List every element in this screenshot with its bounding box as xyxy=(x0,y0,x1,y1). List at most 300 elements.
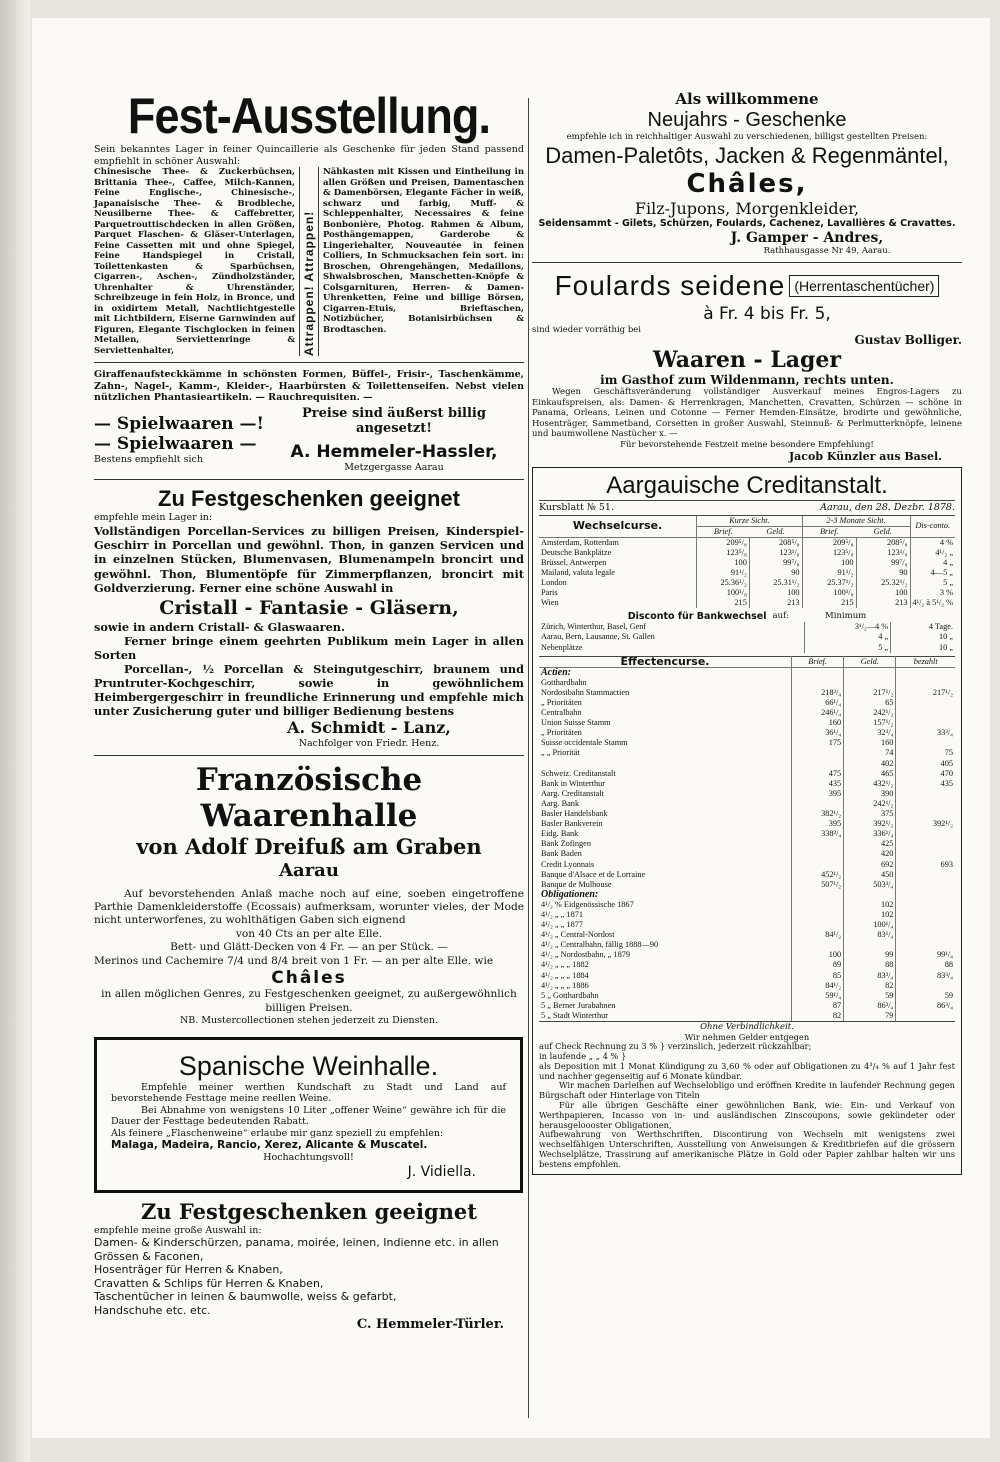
wechsel-row xyxy=(539,568,955,578)
obligation-row-value xyxy=(896,1011,955,1021)
obligation-row-value: 99 xyxy=(844,950,896,960)
neujahr-l6: Filz-Jupons, Morgenkleider, xyxy=(634,198,860,218)
effekten-row-value: 218³/₄ xyxy=(792,688,844,698)
effekten-row-value: 503³/₄ xyxy=(844,880,896,890)
festgeschenken2-l6: Handschuhe etc. etc. xyxy=(94,1303,211,1317)
effekten-row xyxy=(539,829,955,839)
effekten-row-value xyxy=(844,678,896,688)
wechsel-row-value: 4 „ xyxy=(910,558,955,568)
effekten-row-value: 435 xyxy=(896,779,955,789)
effekten-row-value xyxy=(896,880,955,890)
effekten-row-value: 425 xyxy=(844,839,896,849)
obligationen-rows xyxy=(539,900,955,1021)
obligation-row xyxy=(539,1011,955,1021)
wechsel-row-label: Wien xyxy=(541,598,559,608)
effekten-row-value: 32³/₄ xyxy=(844,728,896,738)
effekten-row-value: 390 xyxy=(844,789,896,799)
effekten-row-value: 36¹/₄ xyxy=(792,728,844,738)
wechsel-row-value: 25.32¹/₂ xyxy=(856,578,910,588)
effekten-row-value: 242¹/₂ xyxy=(844,708,896,718)
left-column xyxy=(94,18,524,1332)
obligation-row-label: 4¹/₂ „ „ 1871 xyxy=(541,909,584,919)
neujahr-l4: Damen-Paletôts, Jacken & Regenmäntel, xyxy=(545,142,949,168)
effekten-row-value: 338³/₄ xyxy=(792,829,844,839)
wechsel-row xyxy=(539,548,955,558)
effekten-row xyxy=(539,839,955,849)
effekten-row-value xyxy=(896,708,955,718)
wechsel-row-label: London xyxy=(541,578,567,588)
disconto-auf: auf: xyxy=(772,611,790,622)
effekten-row-value xyxy=(896,839,955,849)
wechsel-row-value: 4—5 „ xyxy=(910,568,955,578)
wechsel-row-value: 213 xyxy=(749,598,802,608)
obligation-row xyxy=(539,991,955,1001)
obligation-row-value: 79 xyxy=(844,1011,896,1021)
waarenhalle-title: Französische Waarenhalle xyxy=(195,762,423,835)
foulards-l1: sind wieder vorräthig bei xyxy=(532,325,642,335)
obligation-row-value: 84¹/₂ xyxy=(792,930,844,940)
obligation-row-label: 5 „ Stadt Winterthur xyxy=(541,1010,609,1020)
effekten-row-value xyxy=(792,860,844,870)
obligation-row-value xyxy=(792,920,844,930)
credit-t1: Wir nehmen Gelder entgegen xyxy=(684,1031,810,1042)
obligation-row-value: 83³/₄ xyxy=(844,971,896,981)
foulards-title: Foulards seidene xyxy=(554,270,786,301)
obligation-row-value xyxy=(896,981,955,991)
effekten-row xyxy=(539,718,955,728)
obligation-row-label: 4¹/₂ „ Centralbahn, fällig 1888—90 xyxy=(541,940,659,950)
obligation-row-value xyxy=(896,920,955,930)
effekten-row-value: 432¹/₂ xyxy=(844,779,896,789)
scan-edge xyxy=(0,0,30,1462)
wechsel-row-value: 100 xyxy=(749,588,802,598)
neujahr-l1: Als willkommene xyxy=(675,90,819,108)
neujahr-l2: Neujahrs - Geschenke xyxy=(647,109,847,131)
effekten-row xyxy=(539,819,955,829)
actien-label: Actien: xyxy=(541,667,571,678)
obligation-row-value xyxy=(792,900,844,910)
credit-t5: Wir machen Darleihen auf Wechselobligo und eröffnen Kredite in laufender Rechnung gegen Bürgschaft oder Hinterlage von Titeln xyxy=(539,1080,955,1101)
effekten-row xyxy=(539,688,955,698)
effekten-row-value: 75 xyxy=(896,748,955,758)
wechsel-row-label: Brüssel, Antwerpen xyxy=(541,557,607,567)
festgeschenken2-title: Zu Festgeschenken geeignet xyxy=(141,1198,477,1224)
obligation-row-value: 102 xyxy=(844,900,896,910)
wechsel-row-value: 123⁵/₈ xyxy=(697,548,750,558)
obligation-row-value: 59 xyxy=(896,991,955,1001)
effekten-row-label: Basler Handelsbank xyxy=(541,809,608,819)
obligation-row-value xyxy=(896,940,955,950)
credit-t3: in laufende „ „ 4 % } xyxy=(539,1051,627,1062)
disconto-row xyxy=(539,643,955,653)
obligation-row-value: 99¹/₄ xyxy=(896,950,955,960)
effekten-row xyxy=(539,870,955,880)
effekten-row-label: Credit Lyonnais xyxy=(541,859,595,869)
obligation-row-value xyxy=(792,940,844,950)
effekten-row-value xyxy=(896,789,955,799)
obligation-row-value: 84¹/₂ xyxy=(792,981,844,991)
weinhalle-p1: Empfehle meiner werthen Kundschaft zu Stadt und Land auf bevorstehende Festtage meine reellen Weine. xyxy=(111,1081,506,1105)
effekten-row-value xyxy=(792,799,844,809)
fest-intro: Sein bekanntes Lager in feiner Quincaillerie als Geschenke für jeden Stand passend empfiehlt in schöner Auswahl: xyxy=(94,144,524,167)
effekten-row-value: 395 xyxy=(792,789,844,799)
wechsel-row-label: Mailand, valuta legale xyxy=(541,567,615,577)
wechsel-rows xyxy=(539,537,955,608)
disconto-rows xyxy=(539,622,955,652)
effekten-row-value xyxy=(896,849,955,859)
effekten-row-value: 175 xyxy=(792,738,844,748)
wechsel-row xyxy=(539,558,955,568)
obligation-row xyxy=(539,981,955,991)
wechsel-row-value: 208⁵/₈ xyxy=(749,537,802,548)
column-divider xyxy=(528,98,529,1418)
effekten-row-value: 217¹/₂ xyxy=(896,688,955,698)
obligation-row xyxy=(539,971,955,981)
obligation-row-value: 102 xyxy=(844,910,896,920)
gustav-bolliger: Gustav Bolliger. xyxy=(854,333,962,347)
festgeschenken2-l5: Taschentücher in leinen & baumwolle, weiss & gefarbt, xyxy=(94,1290,397,1304)
h-monate-sicht: 2-3 Monate Sicht. xyxy=(802,516,910,527)
wechsel-row-value: 100 xyxy=(697,558,750,568)
disconto-row-value: 4 Tage. xyxy=(891,622,955,632)
obligation-row-value: 86³/₄ xyxy=(844,1001,896,1011)
effekten-row-value: 450 xyxy=(844,870,896,880)
effekten-row-value xyxy=(896,738,955,748)
creditanstalt-ad xyxy=(532,467,962,1175)
foulards-ad xyxy=(532,269,962,347)
obligation-row-value: 87 xyxy=(792,1001,844,1011)
disconto-row-value: 3¹/₂—4 % xyxy=(805,622,891,632)
effekten-row-value: 402 xyxy=(844,759,896,769)
waarenhalle-p2: Bett- und Glätt-Decken von 4 Fr. — an per Stück. — xyxy=(170,941,448,954)
hemmeler-hassler: A. Hemmeler-Hassler, xyxy=(290,441,498,462)
effekten-row-label: Basler Bankverein xyxy=(541,819,603,829)
obligation-row-label: 4¹/₂ % Eidgenössische 1867 xyxy=(541,899,634,909)
schmidt-lanz-successor: Nachfolger von Friedr. Henz. xyxy=(298,737,440,749)
waarenhalle-ad xyxy=(94,762,524,1027)
obligation-row xyxy=(539,920,955,930)
effekten-row-value: 65 xyxy=(844,698,896,708)
cristall-heading: Cristall - Fantasie - Gläsern, xyxy=(159,596,459,619)
effekten-row xyxy=(539,748,955,758)
gamper-andres: J. Gamper - Andres, xyxy=(730,229,884,246)
disconto-row-label: Zürich, Winterthur, Basel, Genf xyxy=(541,622,647,632)
effekten-row-label: Schweiz. Creditanstalt xyxy=(541,768,616,778)
effekten-row xyxy=(539,799,955,809)
attrappen-vertical: Attrappen! Attrappen! xyxy=(299,167,319,356)
wechsel-row-value: 5 „ xyxy=(910,578,955,588)
obligation-row-label: 4¹/₂ „ „ „ 1886 xyxy=(541,980,589,990)
wechsel-row-value: 91¹/₂ xyxy=(802,568,856,578)
h-brief: Brief. xyxy=(697,526,750,537)
wechsel-row-value: 90 xyxy=(749,568,802,578)
effekten-row-value xyxy=(792,678,844,688)
effekten-row-label: „ Prioritäten xyxy=(541,698,582,707)
effekten-row-label: Bank in Winterthur xyxy=(541,778,606,788)
disconto-row-value: 5 „ xyxy=(805,643,891,653)
waarenhalle-p3: Merinos und Cachemire 7/4 und 8/4 breit von 1 Fr. — an per alte Elle. wie xyxy=(94,954,494,967)
weinhalle-regards: Hochachtungsvoll! xyxy=(263,1152,354,1164)
weinhalle-firm: J. Vidiella. xyxy=(407,1163,476,1180)
wechsel-row-value: 100 xyxy=(856,588,910,598)
wechsel-row xyxy=(539,578,955,588)
effekten-row xyxy=(539,779,955,789)
disconto-row-value: 4 „ xyxy=(805,632,891,642)
effekten-row-value: 246¹/₄ xyxy=(792,708,844,718)
disconto-minimum: Minimum xyxy=(825,611,867,622)
obligation-row-value: 83³/₄ xyxy=(896,971,955,981)
obligation-row xyxy=(539,940,955,950)
waarenlager-ad xyxy=(532,347,962,463)
wechsel-row-value: 3 % xyxy=(910,588,955,598)
credit-title: Aargauische Creditanstalt. xyxy=(606,472,888,499)
effekten-row-label xyxy=(539,759,792,769)
effekten-row-value: 242¹/₂ xyxy=(844,799,896,809)
wechsel-row-value: 100¹/₈ xyxy=(697,588,750,598)
effekten-row-value: 160 xyxy=(792,718,844,728)
foulards-price: à Fr. 4 bis Fr. 5, xyxy=(703,304,831,324)
disconto-title: Disconto für Bankwechsel xyxy=(627,611,767,623)
waarenlager-body: Wegen Geschäftsveränderung vollständiger Ausverkauf meines Engros-Lagers zu Einkaufspreisen, als: Damen- & Herrenkragen, Manchetten, Cravatten, Schürzen — schöne in Panama, Orleans, Leinen und Cotonne — Ferner Hemden-Einsätze, brodirte und gewöhnliche, Hosenträger, Sammetband, Corsetten in großer Auswahl, Steinnuß- & Perlmutterknöpfe, leinene und baumwollene Nastücher x. — xyxy=(532,387,962,439)
effekten-row-label: „ Prioritäten xyxy=(541,728,582,738)
disconto-row-label: Nebenplätze xyxy=(541,642,583,652)
wechsel-row-value: 215 xyxy=(802,598,856,608)
obligation-row-value: 100¹/₄ xyxy=(844,920,896,930)
wechsel-row-value: 25.31¹/₂ xyxy=(749,578,802,588)
effekten-row-value: 336¹/₄ xyxy=(844,829,896,839)
festgeschenken-title: Zu Festgeschenken geeignet xyxy=(158,486,460,511)
festgeschenken-ad-2 xyxy=(94,1199,524,1333)
obligation-row-value: 82 xyxy=(844,981,896,991)
wechsel-row-value: 25.36¹/₂ xyxy=(697,578,750,588)
obligation-row-value xyxy=(792,910,844,920)
effekten-row xyxy=(539,789,955,799)
wechsel-row-value: 123¹/₈ xyxy=(856,548,910,558)
obligation-row-label: 4¹/₂ „ Nordostbahn, „ 1879 xyxy=(541,950,631,960)
obligation-row-value xyxy=(896,930,955,940)
effekten-row-label: Bank Baden xyxy=(541,849,582,859)
wechsel-row xyxy=(539,537,955,548)
waarenhalle-chales: Châles xyxy=(271,968,347,989)
waarenlager-sub: im Gasthof zum Wildenmann, rechts unten. xyxy=(600,373,894,387)
effekten-row-value: 405 xyxy=(896,759,955,769)
newspaper-page xyxy=(32,18,990,1438)
preise-billig: Preise sind äußerst billig angesetzt! xyxy=(302,405,486,436)
wechsel-row-value: 91¹/₂ xyxy=(697,568,750,578)
wechsel-row-value: 213 xyxy=(856,598,910,608)
fest-title: Fest-Ausstellung. xyxy=(127,88,491,144)
kursblatt-number: Kursblatt № 51. xyxy=(539,502,614,513)
section-divider xyxy=(94,755,524,756)
credit-t6: Für alle übrigen Geschäfte einer gewöhnlichen Bank, wie: Ein- und Verkauf von Werthpapieren, Incasso von in- und ausländischen Zinscoupons, sowie gekündeter oder herausgeloooster Obligationen, xyxy=(539,1100,955,1130)
effekten-row-value: 692 xyxy=(844,860,896,870)
spielwaaren-1: — Spielwaaren —! xyxy=(94,413,264,434)
festgeschenken-ad-1 xyxy=(94,486,524,749)
fest-ausstellung-ad xyxy=(94,18,524,473)
weinhalle-wines: Malaga, Madeira, Rancio, Xerez, Alicante & Muscatel. xyxy=(111,1139,428,1152)
effekten-row-value: 420 xyxy=(844,849,896,859)
effekten-row-value: 33³/₄ xyxy=(896,728,955,738)
gamper-address: Rathhausgasse Nr 49, Aarau. xyxy=(763,245,891,256)
effekten-row-label: „ „ Priorität xyxy=(541,748,580,758)
effekten-row-label: Aarg. Creditanstalt xyxy=(541,788,604,798)
kursblatt-date: Aarau, den 28. Dezbr. 1878. xyxy=(820,502,955,513)
festgeschenken2-l2: Damen- & Kinderschürzen, panama, moirée, leinen, Indienne etc. in allen Grössen & Faconen, xyxy=(94,1236,499,1263)
effekten-row-value: 470 xyxy=(896,769,955,779)
disconto-row-value: 10 „ xyxy=(891,632,955,642)
obligation-row-label: 4¹/₂ „ „ „ 1884 xyxy=(541,970,589,980)
wechsel-row-value: 25.37¹/₂ xyxy=(802,578,856,588)
credit-t2: auf Check Rechnung zu 3 % } verzinslich, jederzeit rückzahlbar; xyxy=(539,1041,812,1052)
schmidt-lanz: A. Schmidt - Lanz, xyxy=(287,717,451,737)
effekten-row-value: 693 xyxy=(896,860,955,870)
fest-lists xyxy=(94,167,524,356)
festgeschenken2-l4: Cravatten & Schlips für Herren & Knaben, xyxy=(94,1276,324,1290)
waarenlager-p2: Für bevorstehende Festzeit meine besondere Empfehlung! xyxy=(620,439,874,450)
effekten-row-value: 392¹/₂ xyxy=(896,819,955,829)
obligation-row-value: 82 xyxy=(792,1011,844,1021)
wechsel-row-value: 215 xyxy=(697,598,750,608)
obligation-row-value: 100 xyxy=(792,950,844,960)
effekten-row-value: 395 xyxy=(792,819,844,829)
fest-right-items: Nähkasten mit Kissen und Eintheilung in allen Größen und Preisen, Damentaschen & Damenbörsen, Elegante Fächer in weiß, schwarz und farbig, Muff- & Schleppenhalter, Necessaires & feine Bonbonière, Photog. Rahmen & Album, Posthängemappen, Garderobe & Lingeriehalter, Nouveautée in feinen Colliers, In Schmucksachen fein sort. in: Broschen, Ohrengehängen, Medaillons, Shwalsbroschen, Manschetten-Knöpfe & Colsgarnituren, Herren- & Damen-Uhrenketten, Feine und billige Börsen, Cigarren-Etuis, Brieftaschen, Notizbücher, Botanisirbüchsen & Brodtaschen. xyxy=(323,167,524,335)
wechsel-row-value: 123¹/₈ xyxy=(749,548,802,558)
foulards-boxed: (Herrentaschentücher) xyxy=(789,275,939,297)
wechsel-row-value: 4 % xyxy=(910,537,955,548)
weinhalle-p3: Als feinere „Flaschenweine“ erlaube mir ganz speziell zu empfehlen: xyxy=(111,1127,444,1139)
effekten-row-value xyxy=(896,678,955,688)
effekten-row-value xyxy=(792,839,844,849)
disconto-row-value: 10 „ xyxy=(891,643,955,653)
festgeschenken-intro: empfehle mein Lager in: xyxy=(94,512,213,523)
obligation-row xyxy=(539,960,955,970)
disconto-row xyxy=(539,622,955,632)
effekten-row-value xyxy=(792,849,844,859)
wechsel-row-label: Deutsche Bankplätze xyxy=(541,547,612,557)
neujahr-ad xyxy=(532,18,962,256)
hemmeler-address: Metzgergasse Aarau xyxy=(344,461,444,473)
fest-bottom-text: Giraffenaufsteckkämme in schönsten Formen, Büffel-, Frisir-, Taschenkämme, Zahn-, Nagel-, Kamm-, Kleider-, Haarbürsten & Toilettenseifen. Nebst vielen nützlichen Phantasieartikeln. — Rauchrequisiten. — xyxy=(94,369,524,403)
h-bezahlt: bezahlt xyxy=(896,656,955,667)
credit-t7: Aufbewahrung von Werthschriften, Discontirung von Wechseln mit wenigstens zwei wechselfähigen Unterschriften, Ausstellung von Anweisungen & Kreditbriefen auf die grössern Wechselplätze, Trassirung auf amerikanische Plätze in Gold oder Papier zahlbar halten wir uns bestens empfohlen. xyxy=(539,1129,955,1169)
wechsel-row-value: 100¹/₈ xyxy=(802,588,856,598)
obligation-row-label: 5 „ Gotthardbahn xyxy=(541,990,599,1000)
effekten-row-value: 452¹/₂ xyxy=(792,870,844,880)
bestens-empfiehlt: Bestens empfiehlt sich xyxy=(94,453,203,465)
spielwaaren-2: — Spielwaaren — xyxy=(94,433,257,454)
wechsel-row-value: 100 xyxy=(802,558,856,568)
effekten-title: Effectencurse. xyxy=(539,656,792,667)
wechsel-row-value: 99⁷/₈ xyxy=(749,558,802,568)
festgeschenken-body: Vollständigen Porcellan-Services zu billigen Preisen, Kinderspiel-Geschirr in Porcellan und gewöhnl. Thon, in ganzen Servicen und in einzelnen Stücken, Blumenvasen, Blumenampeln broncirt und gewöhnl. Thon, Blumentöpfe für Zimmerpflanzen, broncirt mit Goldverzierung. Ferner eine schöne Auswahl in xyxy=(94,523,524,596)
neujahr-l7: Seidensammt - Gilets, Schürzen, Foulards, Cachenez, Lavallières & Cravattes. xyxy=(538,217,956,229)
obligation-row-value: 83¹/₄ xyxy=(844,930,896,940)
effekten-row-label: Union Suisse Stamm xyxy=(541,718,611,728)
obligation-row-value: 88 xyxy=(896,960,955,970)
wechsel-title: Wechselcurse. xyxy=(539,516,697,538)
effekten-row-value: 375 xyxy=(844,809,896,819)
fest-spiel-row xyxy=(94,406,524,474)
h-brief: Brief. xyxy=(792,656,844,667)
effekten-row-value: 157¹/₂ xyxy=(844,718,896,728)
disconto-row-label: Aarau, Bern, Lausanne, St. Gallen xyxy=(541,632,655,642)
effekten-row-value: 382¹/₂ xyxy=(792,809,844,819)
credit-t4: als Deposition mit 1 Monat Kündigung zu 3,60 % oder auf Obligationen zu 4³/₄ % auf 1 Jahr fest und nachher gegenseitig auf 6 Monate kündbar. xyxy=(539,1060,955,1081)
neujahr-l3: empfehle ich in reichhaltiger Auswahl zu verschiedenen, billigst gestellten Preisen: xyxy=(566,132,928,142)
h-geld: Geld. xyxy=(749,526,802,537)
effekten-row-value: 465 xyxy=(844,769,896,779)
obligation-row xyxy=(539,900,955,910)
effekten-row-value xyxy=(896,718,955,728)
obligation-row-value: 59 xyxy=(844,991,896,1001)
waarenhalle-nb: NB. Mustercollectionen stehen jederzeit zu Diensten. xyxy=(179,1015,439,1027)
festgeschenken2-intro: empfehle meine große Auswahl in: xyxy=(94,1224,262,1236)
credit-kursblatt-row xyxy=(539,500,955,516)
weinhalle-title: Spanische Weinhalle. xyxy=(178,1050,439,1081)
obligation-row xyxy=(539,950,955,960)
effekten-row-label: Gotthardbahn xyxy=(541,677,587,687)
waarenhalle-p1: Auf bevorstehenden Anlaß mache noch auf eine, soeben eingetroffene Parthie Damenkleiderstoffe (Ecossais) aufmerksam, worunter vieles, der Mode nicht unterworfenes, zu wohlthätigen Gaben sich eignend xyxy=(94,888,524,927)
wechsel-row-value: 99⁷/₈ xyxy=(856,558,910,568)
effekten-row xyxy=(539,728,955,738)
section-divider xyxy=(94,479,524,480)
right-column xyxy=(532,18,962,1175)
effekten-row xyxy=(539,880,955,890)
effekten-row xyxy=(539,698,955,708)
obligation-row-value xyxy=(844,940,896,950)
h-geld: Geld. xyxy=(856,526,910,537)
effekten-row-value: 435 xyxy=(792,779,844,789)
waarenhalle-p4: in allen möglichen Genres, zu Festgeschenken geeignet, zu außergewöhnlich billigen Preisen. xyxy=(101,988,517,1014)
effekten-row-label: Suisse occidentale Stamm xyxy=(541,738,628,748)
waarenhalle-price1: von 40 Cts an per alte Elle. xyxy=(235,927,383,940)
wechsel-table xyxy=(539,516,955,609)
wechsel-row-value: 90 xyxy=(856,568,910,578)
obligation-row-label: 4¹/₂ „ „ „ 1882 xyxy=(541,960,589,970)
effekten-row xyxy=(539,738,955,748)
obligation-row-value: 86³/₄ xyxy=(896,1001,955,1011)
obligation-row-value: 85 xyxy=(792,971,844,981)
effekten-rows xyxy=(539,678,955,890)
ohne-verbindlichkeit: Ohne Verbindlichkeit. xyxy=(539,1021,955,1033)
effekten-row-value: 74 xyxy=(844,748,896,758)
waarenhalle-city: Aarau xyxy=(279,860,339,882)
obligation-row-value: 88 xyxy=(844,960,896,970)
obligation-row xyxy=(539,910,955,920)
effekten-row-value: 392¹/₂ xyxy=(844,819,896,829)
festgeschenken2-l3: Hosenträger für Herren & Knaben, xyxy=(94,1263,283,1277)
obligation-row-value xyxy=(896,910,955,920)
obligation-row-label: 4¹/₂ „ „ 1877 xyxy=(541,920,584,930)
obligation-row xyxy=(539,1001,955,1011)
disconto-row xyxy=(539,632,955,642)
obligationen-label: Obligationen: xyxy=(541,889,599,900)
effekten-row xyxy=(539,708,955,718)
obligation-row xyxy=(539,930,955,940)
h-brief: Brief. xyxy=(802,526,856,537)
wechsel-row-value: 4¹/₂ à 5¹/₂ % xyxy=(910,598,955,608)
effekten-row-label: Banque de Mulhouse xyxy=(541,879,612,889)
effekten-row-value: 217¹/₂ xyxy=(844,688,896,698)
neujahr-chales: Châles, xyxy=(686,168,808,199)
effekten-row-value xyxy=(896,809,955,819)
effekten-row-value: 507¹/₂ xyxy=(792,880,844,890)
wechsel-row-label: Paris xyxy=(541,588,558,598)
weinhalle-ad xyxy=(94,1037,523,1193)
effekten-row-label: Eidg. Bank xyxy=(541,829,579,839)
effekten-row-value: 66¹/₄ xyxy=(792,698,844,708)
kuenzler-basel: Jacob Künzler aus Basel. xyxy=(788,450,942,463)
